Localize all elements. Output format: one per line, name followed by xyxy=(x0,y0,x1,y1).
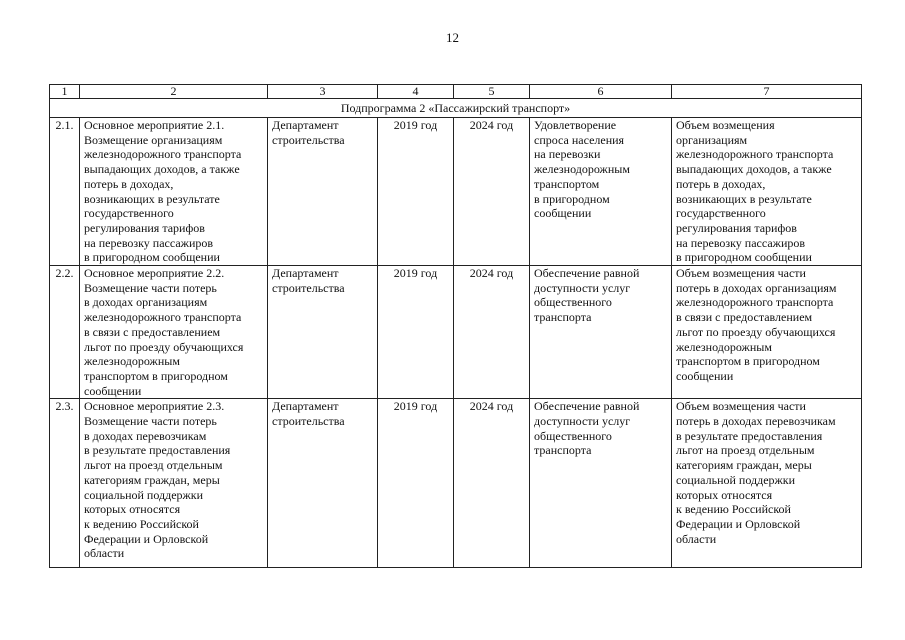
executor-cell-line: Департамент xyxy=(272,399,339,414)
end-year-cell: 2024 год xyxy=(454,399,530,568)
indicator-cell-line: железнодорожного транспорта xyxy=(676,295,834,310)
activity-cell-line: льгот на проезд отдельным xyxy=(84,458,223,473)
result-cell-line: спроса населения xyxy=(534,132,625,147)
indicator-cell-line: категориям граждан, меры xyxy=(676,458,812,473)
activity-cell-line: в доходах перевозчикам xyxy=(84,428,207,443)
header-cell: 4 xyxy=(378,85,454,99)
result-cell-line: общественного xyxy=(534,428,612,443)
activity-cell xyxy=(80,118,268,266)
indicator-cell-line: которых относятся xyxy=(676,487,773,502)
activity-cell-line: возникающих в результате xyxy=(84,191,220,206)
indicator-cell-line: железнодорожного транспорта xyxy=(676,147,834,162)
activity-cell-line: железнодорожным xyxy=(84,354,180,369)
executor-cell-line: строительства xyxy=(272,132,345,147)
activity-cell-line: категориям граждан, меры xyxy=(84,472,220,487)
result-cell-line: транспорта xyxy=(534,310,592,325)
indicator-cell-line: Федерации и Орловской xyxy=(676,516,801,531)
indicator-cell-line: потерь в доходах организациям xyxy=(676,280,837,295)
activity-cell-line: в результате предоставления xyxy=(84,443,231,458)
activity-cell-line: Возмещение организациям xyxy=(84,132,223,147)
row-number: 2.2. xyxy=(50,266,80,399)
activity-cell-line: области xyxy=(84,546,125,561)
executor-cell-line: строительства xyxy=(272,414,345,429)
header-cell: 6 xyxy=(530,85,672,99)
activity-cell-line: сообщении xyxy=(84,383,142,398)
activity-cell-line: в доходах организациям xyxy=(84,295,208,310)
row-number: 2.1. xyxy=(50,118,80,266)
indicator-cell-line: области xyxy=(676,531,717,546)
section-title: Подпрограмма 2 «Пассажирский транспорт» xyxy=(50,99,862,118)
indicator-cell-line: на перевозку пассажиров xyxy=(676,235,806,250)
indicator-cell-line: государственного xyxy=(676,206,766,221)
result-cell-line: на перевозки xyxy=(534,147,601,162)
activity-cell-line: регулирования тарифов xyxy=(84,220,205,235)
executor-cell xyxy=(268,266,378,399)
executor-cell-line: Департамент xyxy=(272,118,339,132)
indicator-cell-line: потерь в доходах перевозчикам xyxy=(676,414,836,429)
indicator-cell-line: организациям xyxy=(676,132,748,147)
activity-cell-line: выпадающих доходов, а также xyxy=(84,162,240,177)
section-row xyxy=(50,99,862,118)
indicator-cell-line: возникающих в результате xyxy=(676,191,812,206)
indicator-cell-line: сообщении xyxy=(676,368,734,383)
header-cell: 1 xyxy=(50,85,80,99)
header-row xyxy=(50,85,862,99)
table-row xyxy=(50,399,862,568)
table-row xyxy=(50,118,862,266)
activity-cell xyxy=(80,266,268,399)
activity-cell-line: которых относятся xyxy=(84,502,181,517)
result-cell-line: доступности услуг xyxy=(534,280,631,295)
indicator-cell xyxy=(672,266,862,399)
header-cell: 5 xyxy=(454,85,530,99)
start-year-cell: 2019 год xyxy=(378,266,454,399)
program-table xyxy=(49,84,862,568)
table-row xyxy=(50,266,862,399)
activity-cell-line: Возмещение части потерь xyxy=(84,280,217,295)
result-cell xyxy=(530,399,672,568)
result-cell-line: доступности услуг xyxy=(534,414,631,429)
activity-cell-line: Основное мероприятие 2.1. xyxy=(84,118,225,132)
indicator-cell-line: потерь в доходах, xyxy=(676,176,766,191)
header-cell: 7 xyxy=(672,85,862,99)
result-cell xyxy=(530,118,672,266)
activity-cell-line: транспортом в пригородном xyxy=(84,368,228,383)
result-cell-line: общественного xyxy=(534,295,612,310)
start-year-cell: 2019 год xyxy=(378,399,454,568)
indicator-cell-line: Объем возмещения части xyxy=(676,266,806,281)
indicator-cell-line: регулирования тарифов xyxy=(676,220,797,235)
activity-cell-line: Возмещение части потерь xyxy=(84,414,217,429)
activity-cell-line: к ведению Российской xyxy=(84,516,199,531)
activity-cell-line: железнодорожного транспорта xyxy=(84,147,242,162)
result-cell-line: Обеспечение равной xyxy=(534,399,640,414)
indicator-cell-line: в связи с предоставлением xyxy=(676,310,813,325)
indicator-cell-line: социальной поддержки xyxy=(676,472,796,487)
activity-cell-line: железнодорожного транспорта xyxy=(84,310,242,325)
indicator-cell-line: железнодорожным xyxy=(676,339,772,354)
result-cell xyxy=(530,266,672,399)
indicator-cell-line: к ведению Российской xyxy=(676,502,791,517)
activity-cell-line: на перевозку пассажиров xyxy=(84,235,214,250)
indicator-cell-line: в пригородном сообщении xyxy=(676,250,812,265)
activity-cell-line: потерь в доходах, xyxy=(84,176,174,191)
header-cell: 2 xyxy=(80,85,268,99)
activity-cell-line: государственного xyxy=(84,206,174,221)
indicator-cell-line: транспортом в пригородном xyxy=(676,354,820,369)
executor-cell xyxy=(268,118,378,266)
activity-cell-line: в связи с предоставлением xyxy=(84,324,221,339)
indicator-cell-line: льгот по проезду обучающихся xyxy=(676,324,836,339)
start-year-cell: 2019 год xyxy=(378,118,454,266)
indicator-cell-line: Объем возмещения xyxy=(676,118,775,132)
result-cell-line: Обеспечение равной xyxy=(534,266,640,281)
executor-cell-line: Департамент xyxy=(272,266,339,281)
activity-cell-line: в пригородном сообщении xyxy=(84,250,220,265)
result-cell-line: железнодорожным xyxy=(534,162,630,177)
activity-cell-line: Основное мероприятие 2.3. xyxy=(84,399,225,414)
indicator-cell-line: в результате предоставления xyxy=(676,428,823,443)
header-cell: 3 xyxy=(268,85,378,99)
indicator-cell-line: Объем возмещения части xyxy=(676,399,806,414)
result-cell-line: сообщении xyxy=(534,206,592,221)
indicator-cell-line: льгот на проезд отдельным xyxy=(676,443,815,458)
activity-cell-line: льгот по проезду обучающихся xyxy=(84,339,244,354)
result-cell-line: Удовлетворение xyxy=(534,118,617,132)
indicator-cell-line: выпадающих доходов, а также xyxy=(676,162,832,177)
executor-cell-line: строительства xyxy=(272,280,345,295)
activity-cell-line: Основное мероприятие 2.2. xyxy=(84,266,225,281)
row-number: 2.3. xyxy=(50,399,80,568)
indicator-cell xyxy=(672,118,862,266)
result-cell-line: в пригородном xyxy=(534,191,610,206)
activity-cell xyxy=(80,399,268,568)
page-number: 12 xyxy=(446,30,459,45)
activity-cell-line: Федерации и Орловской xyxy=(84,531,209,546)
result-cell-line: транспорта xyxy=(534,443,592,458)
activity-cell-line: социальной поддержки xyxy=(84,487,204,502)
end-year-cell: 2024 год xyxy=(454,266,530,399)
end-year-cell: 2024 год xyxy=(454,118,530,266)
executor-cell xyxy=(268,399,378,568)
indicator-cell xyxy=(672,399,862,568)
result-cell-line: транспортом xyxy=(534,176,600,191)
